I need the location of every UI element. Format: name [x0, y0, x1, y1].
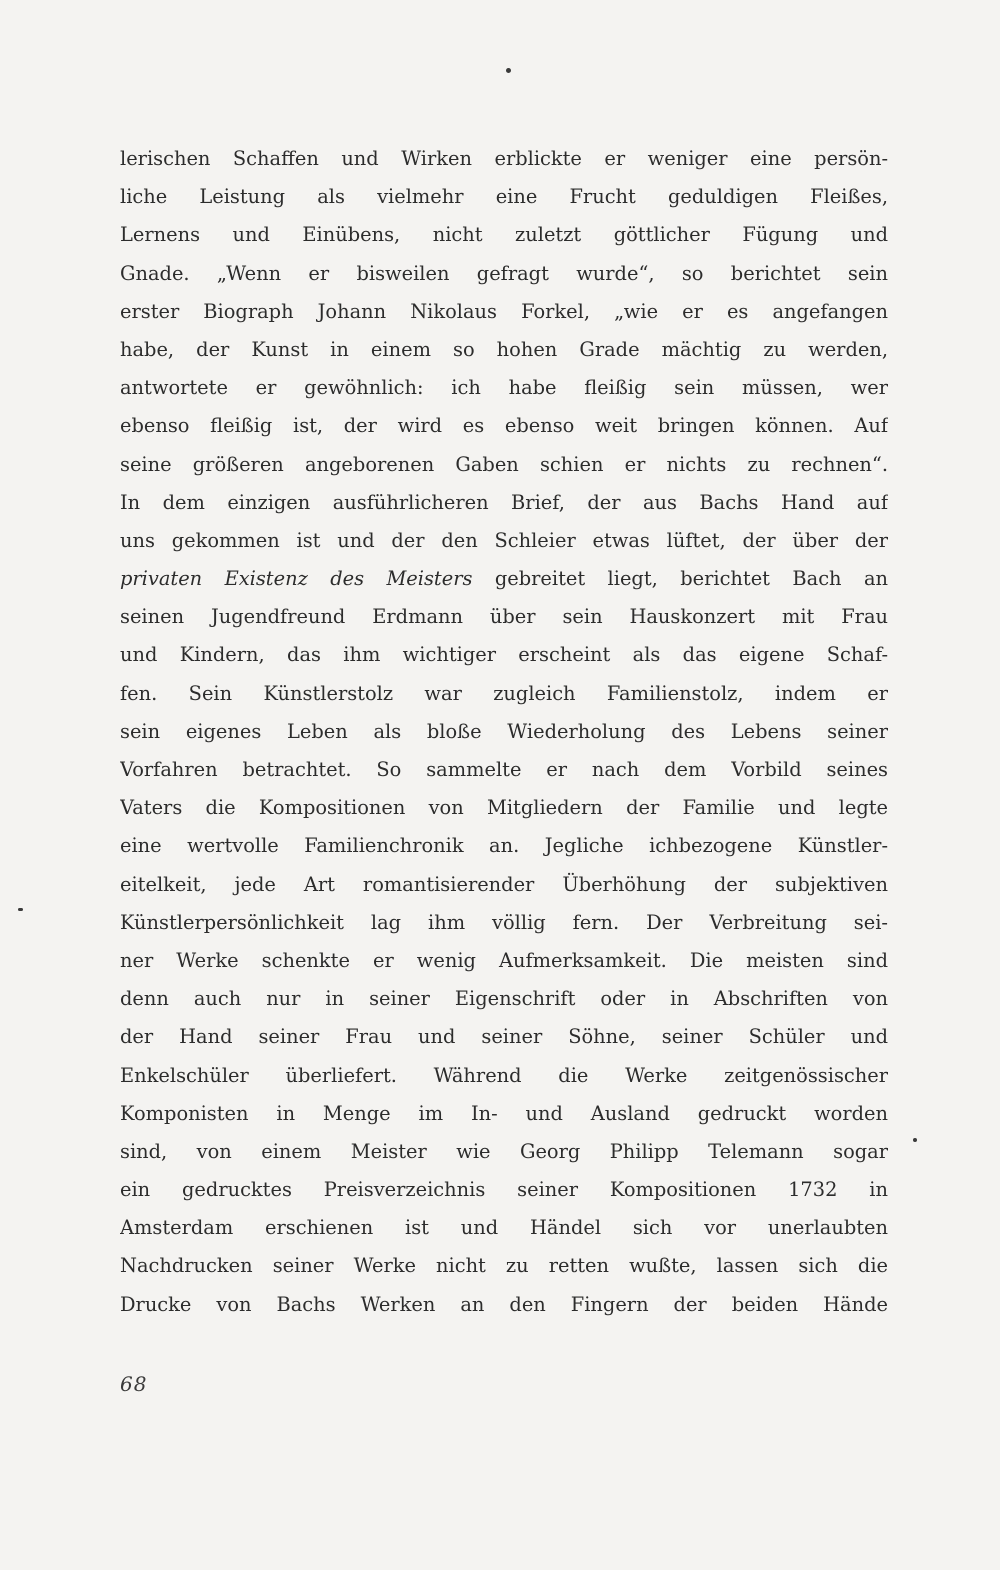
text-line: Vorfahren betrachtet. So sammelte er nach dem Vorbild seines [120, 758, 888, 781]
text-line [120, 560, 888, 598]
text-line: ebenso fleißig ist, der wird es ebenso weit bringen können. Auf [120, 414, 888, 438]
print-speck-left [18, 908, 23, 911]
text-line: liche Leistung als vielmehr eine Frucht geduldigen Fleißes, [120, 185, 888, 209]
text-line: seinen Jugendfreund Erdmann über sein Hauskonzert mit Frau [120, 605, 888, 629]
text-line: sind, von einem Meister wie Georg Philipp Telemann sogar [120, 1139, 888, 1163]
page-number: 68 [120, 1372, 148, 1396]
text-line: antwortete er gewöhnlich: ich habe fleißig sein müssen, wer [120, 376, 888, 400]
text-line: Gnade. „Wenn er bisweilen gefragt wurde“, so berichtet sein [120, 261, 888, 285]
text-line: Künstlerpersönlichkeit lag ihm völlig fern. Der Verbreitung sei- [120, 910, 888, 934]
text-line: denn auch nur in seiner Eigenschrift oder in Abschriften von [120, 987, 888, 1011]
text-line: fen. Sein Künstlerstolz war zugleich Familienstolz, indem er [120, 681, 888, 705]
print-speck-right [913, 1138, 917, 1142]
text-line: Amsterdam erschienen ist und Händel sich vor unerlaubten [120, 1216, 888, 1240]
text-line: Komponisten in Menge im In- und Ausland gedruckt worden [120, 1101, 888, 1125]
text-line: Nachdrucken seiner Werke nicht zu retten wußte, lassen sich die [120, 1254, 888, 1278]
text-line: und Kindern, das ihm wichtiger erscheint als das eigene Schaf- [120, 643, 888, 667]
text-line: ein gedrucktes Preisverzeichnis seiner Kompositionen 1732 in [120, 1178, 888, 1202]
text-line: uns gekommen ist und der den Schleier etwas lüftet, der über der [120, 528, 888, 552]
body-text [120, 140, 888, 1324]
text-line: eitelkeit, jede Art romantisierender Überhöhung der subjektiven [120, 872, 888, 896]
print-speck-top [506, 68, 511, 73]
text-line: eine wertvolle Familienchronik an. Jegliche ichbezogene Künstler- [120, 834, 888, 858]
text-line: der Hand seiner Frau und seiner Söhne, seiner Schüler und [120, 1025, 888, 1049]
text-line: Vaters die Kompositionen von Mitgliedern der Familie und legte [120, 796, 888, 820]
text-line: seine größeren angeborenen Gaben schien er nichts zu rechnen“. [120, 452, 888, 476]
text-line: habe, der Kunst in einem so hohen Grade mächtig zu werden, [120, 337, 888, 361]
text-line: sein eigenes Leben als bloße Wiederholung des Lebens seiner [120, 719, 888, 743]
italic-phrase: privaten Existenz des Meisters [120, 567, 473, 591]
text-line: Drucke von Bachs Werken an den Fingern der beiden Hände [120, 1292, 888, 1316]
text-line: lerischen Schaffen und Wirken erblickte er weniger eine persön- [120, 147, 888, 170]
text-line: In dem einzigen ausführlicheren Brief, der aus Bachs Hand auf [120, 490, 888, 514]
text-line: Enkelschüler überliefert. Während die Werke zeitgenössischer [120, 1063, 888, 1087]
text-line: Lernens und Einübens, nicht zuletzt göttlicher Fügung und [120, 223, 888, 247]
text-line: erster Biograph Johann Nikolaus Forkel, „wie er es angefangen [120, 299, 888, 323]
text-segment: gebreitet liegt, berichtet Bach an [472, 567, 888, 591]
text-line: ner Werke schenkte er wenig Aufmerksamkeit. Die meisten sind [120, 948, 888, 972]
